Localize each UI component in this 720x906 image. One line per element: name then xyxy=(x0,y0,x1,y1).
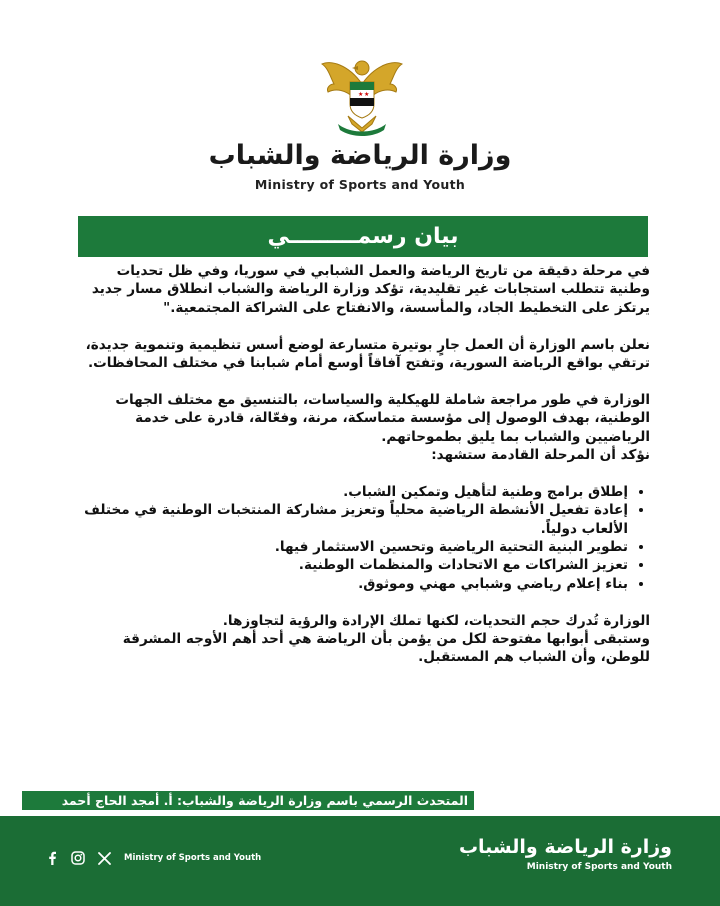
x-icon[interactable] xyxy=(96,850,112,866)
list-item: • بناء إعلام رياضي وشبابي مهني وموثوق. xyxy=(72,575,628,593)
paragraph-review: الوزارة في طور مراجعة شاملة للهيكلية والسياسات، بالتنسيق مع مختلف الجهات الوطنية، بهدف الوصول إلى مؤسسة متماسكة، مرنة، وفعّالة، قادرة على خدمة الرياضيين والشباب بما يليق بطموحاتهم. xyxy=(115,391,650,445)
spokesperson-signature: المتحدث الرسمي باسم وزارة الرياضة والشباب: أ. أمجد الحاج أحمد xyxy=(22,791,474,810)
list-item: • تعزيز الشراكات مع الاتحادات والمنظمات الوطنية. xyxy=(72,556,628,574)
svg-text:★: ★ xyxy=(358,91,364,98)
list-item: • تطوير البنية التحتية الرياضية وتحسين الاستثمار فيها. xyxy=(72,538,628,556)
paragraph-challenges: الوزارة تُدرك حجم التحديات، لكنها تملك الإرادة والرؤية لتجاوزها. xyxy=(222,612,650,629)
statement-banner xyxy=(78,216,648,257)
instagram-icon[interactable] xyxy=(70,850,86,866)
footer xyxy=(0,816,720,906)
paragraph-upcoming: نؤكد أن المرحلة القادمة ستشهد: xyxy=(431,447,650,464)
facebook-icon[interactable] xyxy=(44,850,60,866)
paragraph-intro: في مرحلة دقيقة من تاريخ الرياضة والعمل الشبابي في سوريا، وفي ظل تحديات وطنية تتطلب استجابات غير تقليدية، تؤكد وزارة الرياضة والشباب انطلاق مسار جديد يرتكز على التخطيط الجاد، والمأسسة، والانفتاح على الشراكة المجتمعية." xyxy=(91,263,650,316)
list-item: • إطلاق برامج وطنية لتأهيل وتمكين الشباب. xyxy=(72,483,628,501)
footer-ministry-en: Ministry of Sports and Youth xyxy=(124,853,262,863)
goals-list xyxy=(72,483,650,593)
social-links xyxy=(44,850,112,866)
ministry-name-en: Ministry of Sports and Youth xyxy=(254,177,466,192)
footer-ministry-en-small: Ministry of Sports and Youth xyxy=(526,862,672,872)
svg-text:★: ★ xyxy=(364,91,370,98)
footer-ministry-ar: وزارة الرياضة والشباب xyxy=(458,836,672,858)
statement-body xyxy=(72,262,650,685)
list-item: • إعادة تفعيل الأنشطة الرياضية محلياً وتعزيز مشاركة المنتخبات الوطنية في مختلف الألعاب دولياً. xyxy=(72,501,628,538)
paragraph-closing: وستبقى أبوابها مفتوحة لكل من يؤمن بأن الرياضة هي أحد أهم الأوجه المشرقة للوطن، وأن الشباب هم المستقبل. xyxy=(122,631,650,666)
paragraph-announcement: نعلن باسم الوزارة أن العمل جارٍ بوتيرة متسارعة لوضع أسس تنظيمية وتنموية جديدة، ترتقي بواقع الرياضة السورية، وتفتح آفاقاً أوسع أمام شبابنا في مختلف المحافظات. xyxy=(85,336,650,372)
ministry-name-ar: وزارة الرياضة والشباب xyxy=(208,140,512,171)
statement-title: بيان رسمـــــــــي xyxy=(267,224,459,249)
eagle-emblem-icon xyxy=(318,54,406,138)
